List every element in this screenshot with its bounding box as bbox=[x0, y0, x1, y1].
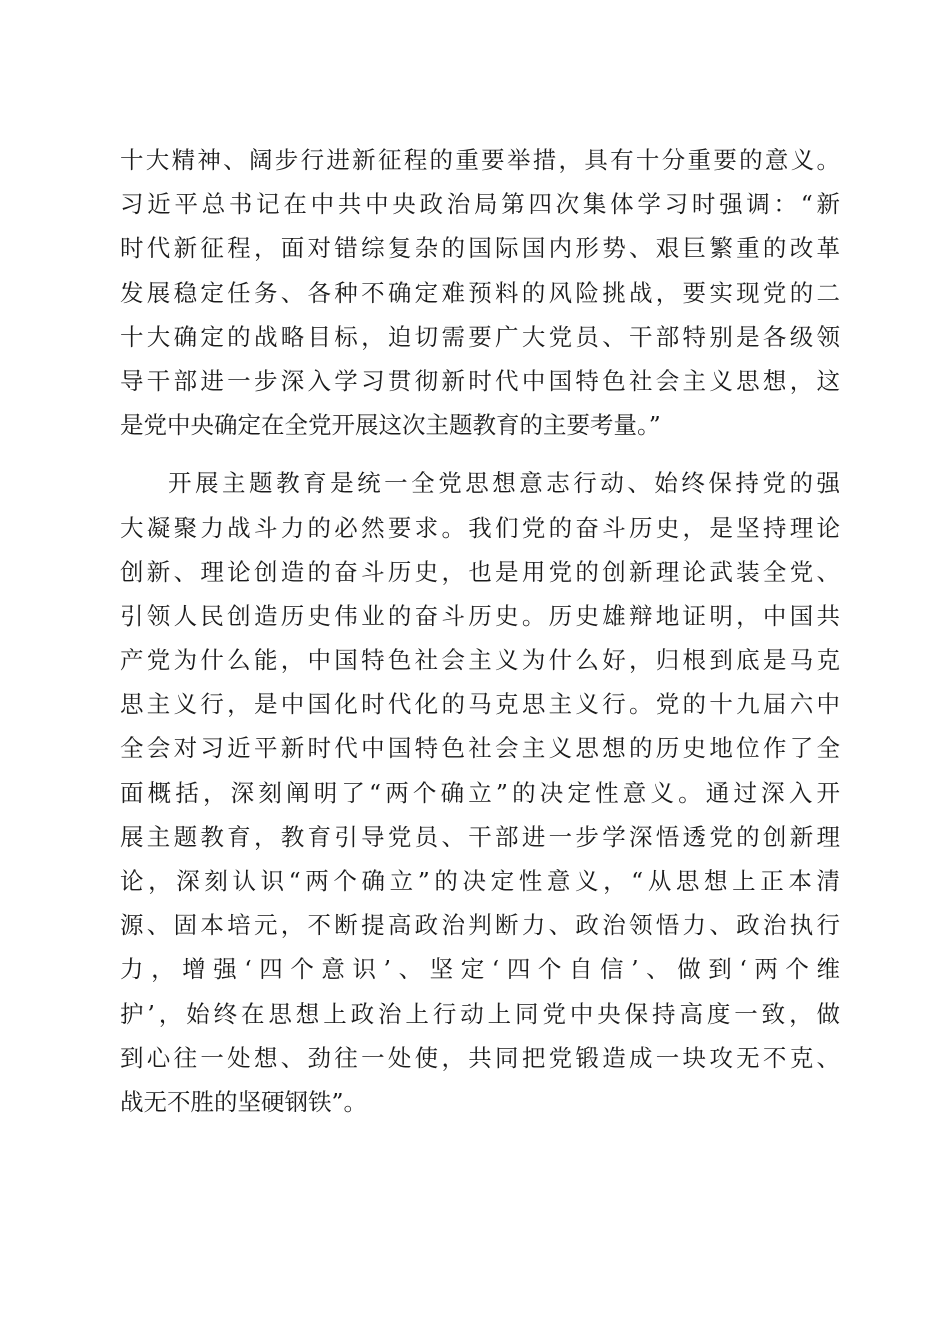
paragraph-line: 护’，始终在思想上政治上行动上同党中央保持高度一致，做 bbox=[120, 999, 840, 1028]
paragraph-spacing bbox=[120, 447, 840, 461]
paragraph-line: 全会对习近平新时代中国特色社会主义思想的历史地位作了全 bbox=[120, 734, 840, 763]
paragraph-line: 发展稳定任务、各种不确定难预料的风险挑战，要实现党的二 bbox=[120, 278, 840, 307]
paragraph-line: 战无不胜的坚硬钢铁”。 bbox=[120, 1087, 368, 1116]
paragraph-line: 是党中央确定在全党开展这次主题教育的主要考量。” bbox=[120, 411, 661, 440]
document-body bbox=[120, 138, 840, 1124]
paragraph-line: 引领人民创造历史伟业的奋斗历史。历史雄辩地证明，中国共 bbox=[120, 601, 840, 630]
paragraph-line: 时代新征程，面对错综复杂的国际国内形势、艰巨繁重的改革 bbox=[120, 234, 840, 263]
paragraph-line: 展主题教育，教育引导党员、干部进一步学深悟透党的创新理 bbox=[120, 822, 840, 851]
paragraph-line: 创新、理论创造的奋斗历史，也是用党的创新理论武装全党、 bbox=[120, 557, 840, 586]
paragraph-line: 力，增强‘四个意识’、坚定‘四个自信’、做到‘两个维 bbox=[120, 955, 840, 984]
paragraph-line: 产党为什么能，中国特色社会主义为什么好，归根到底是马克 bbox=[120, 646, 840, 675]
paragraph-line: 面概括，深刻阐明了“两个确立”的决定性意义。通过深入开 bbox=[120, 778, 840, 807]
paragraph-line: 大凝聚力战斗力的必然要求。我们党的奋斗历史，是坚持理论 bbox=[120, 513, 840, 542]
paragraph-2 bbox=[120, 461, 840, 1124]
paragraph-line: 论，深刻认识“两个确立”的决定性意义，“从思想上正本清 bbox=[120, 867, 840, 895]
paragraph-line: 到心往一处想、劲往一处使，共同把党锻造成一块攻无不克、 bbox=[120, 1043, 840, 1072]
paragraph-line: 十大确定的战略目标，迫切需要广大党员、干部特别是各级领 bbox=[120, 322, 840, 351]
paragraph-1 bbox=[120, 138, 840, 447]
paragraph-line: 源、固本培元，不断提高政治判断力、政治领悟力、政治执行 bbox=[120, 911, 840, 940]
paragraph-line: 导干部进一步深入学习贯彻新时代中国特色社会主义思想，这 bbox=[120, 366, 840, 395]
paragraph-line: 十大精神、阔步行进新征程的重要举措，具有十分重要的意义。 bbox=[120, 146, 840, 174]
paragraph-line: 思主义行，是中国化时代化的马克思主义行。党的十九届六中 bbox=[120, 690, 840, 719]
paragraph-line: 开展主题教育是统一全党思想意志行动、始终保持党的强 bbox=[168, 469, 840, 498]
paragraph-line: 习近平总书记在中共中央政治局第四次集体学习时强调：“新 bbox=[120, 190, 840, 219]
